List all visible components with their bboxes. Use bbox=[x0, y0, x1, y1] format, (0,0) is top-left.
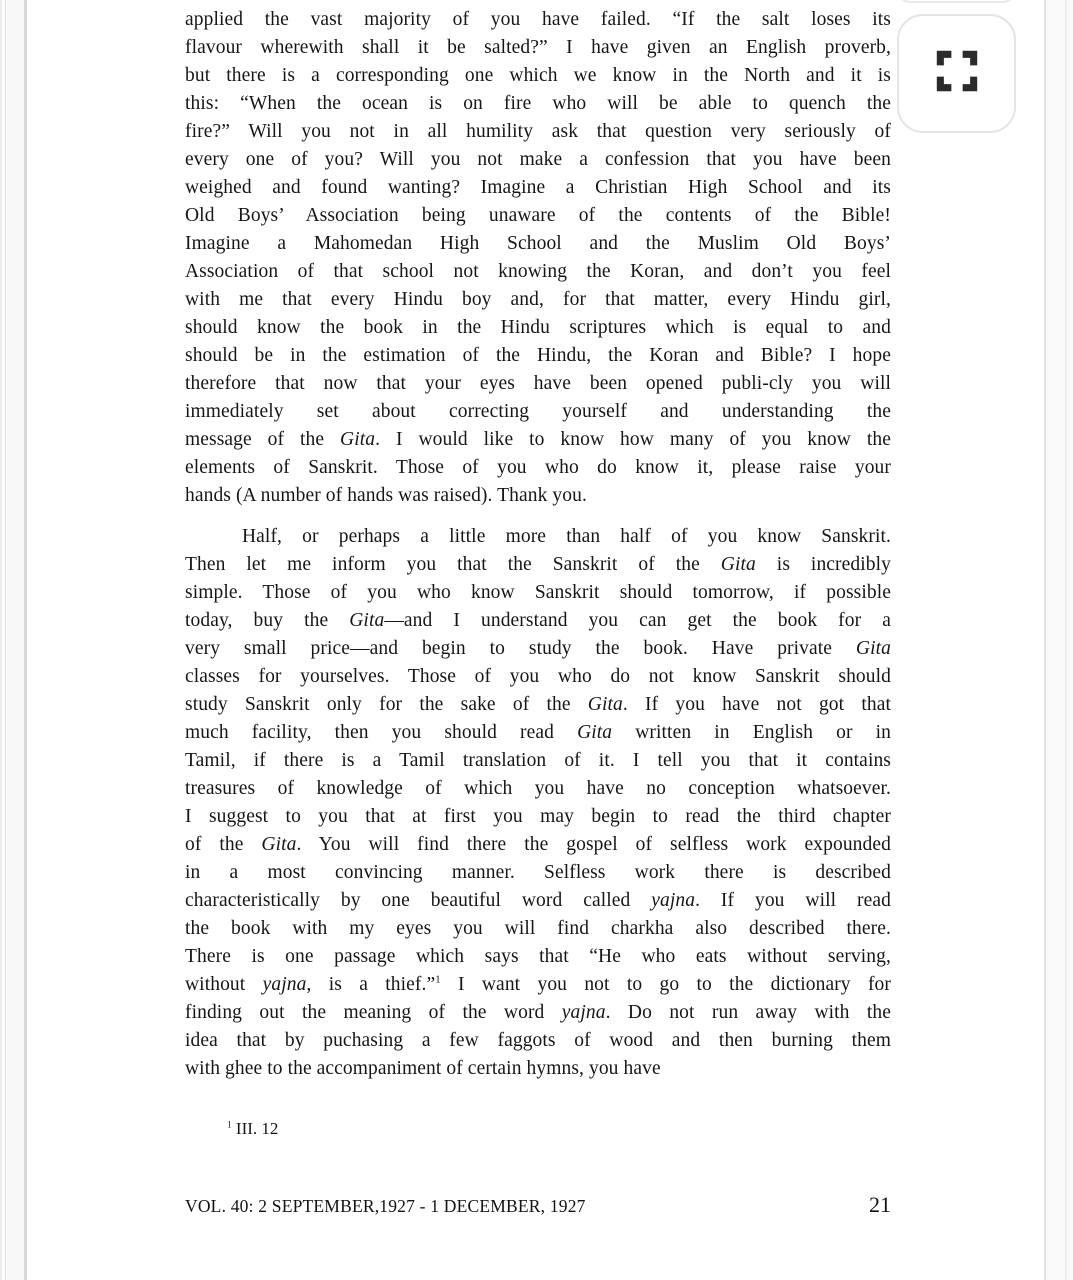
text-line: idea that by puchasing a few faggots of wood and then burning them bbox=[185, 1030, 891, 1051]
paragraph bbox=[185, 523, 891, 1083]
text-line: with ghee to the accompaniment of certain hymns, you have bbox=[185, 1058, 661, 1079]
text-line: hands (A number of hands was raised). Thank you. bbox=[185, 485, 587, 506]
text-line: Imagine a Mahomedan High School and the Muslim Old Boys’ bbox=[185, 233, 891, 254]
text-line: simple. Those of you who know Sanskrit should tomorrow, if possible bbox=[185, 582, 891, 603]
text-line: finding out the meaning of the word yajna. Do not run away with the bbox=[185, 1002, 891, 1023]
text-line: flavour wherewith shall it be salted?” I have given an English proverb, bbox=[185, 37, 891, 58]
text-line: I suggest to you that at first you may begin to read the third chapter bbox=[185, 806, 891, 827]
text-line: applied the vast majority of you have failed. “If the salt loses its bbox=[185, 9, 891, 30]
text-line: therefore that now that your eyes have been opened publi-cly you will bbox=[185, 373, 891, 394]
cutoff-control-above[interactable] bbox=[897, 0, 1016, 3]
text-line: today, buy the Gita—and I understand you can get the book for a bbox=[185, 610, 891, 631]
page-text bbox=[185, 6, 891, 1083]
text-line: weighed and found wanting? Imagine a Christian High School and its bbox=[185, 177, 891, 198]
text-line: every one of you? Will you not make a confession that you have been bbox=[185, 149, 891, 170]
text-line: this: “When the ocean is on fire who will be able to quench the bbox=[185, 93, 891, 114]
text-line: fire?” Will you not in all humility ask that question very seriously of bbox=[185, 121, 891, 142]
text-line: classes for yourselves. Those of you who do not know Sanskrit should bbox=[185, 666, 891, 687]
text-line: study Sanskrit only for the sake of the Gita. If you have not got that bbox=[185, 694, 891, 715]
text-line: Tamil, if there is a Tamil translation of it. I tell you that it contains bbox=[185, 750, 891, 771]
text-line: treasures of knowledge of which you have no conception whatsoever. bbox=[185, 778, 891, 799]
text-line: should be in the estimation of the Hindu, the Koran and Bible? I hope bbox=[185, 345, 891, 366]
text-line: Half, or perhaps a little more than half of you know Sanskrit. bbox=[242, 526, 891, 547]
text-line: with me that every Hindu boy and, for that matter, every Hindu girl, bbox=[185, 289, 891, 310]
text-line: message of the Gita. I would like to know how many of you know the bbox=[185, 429, 891, 450]
text-line: should know the book in the Hindu scriptures which is equal to and bbox=[185, 317, 891, 338]
text-line: elements of Sanskrit. Those of you who do know it, please raise your bbox=[185, 457, 891, 478]
text-line: immediately set about correcting yourself and understanding the bbox=[185, 401, 891, 422]
text-line: There is one passage which says that “He who eats without serving, bbox=[185, 946, 891, 967]
left-page-edge bbox=[0, 0, 28, 1280]
volume-line: VOL. 40: 2 SEPTEMBER,1927 - 1 DECEMBER, 1927 bbox=[185, 1196, 586, 1216]
fullscreen-button[interactable] bbox=[897, 14, 1016, 133]
fullscreen-expand-icon bbox=[932, 46, 982, 101]
page-footer bbox=[185, 1192, 891, 1218]
paragraph bbox=[185, 6, 891, 510]
text-line: in a most convincing manner. Selfless work there is described bbox=[185, 862, 891, 883]
footnote: $^1$ III. 12 bbox=[227, 1119, 279, 1138]
text-line: Association of that school not knowing the Koran, and don’t you feel bbox=[185, 261, 891, 282]
text-line: much facility, then you should read Gita written in English or in bbox=[185, 722, 891, 743]
text-line: without yajna, is a thief.”$^1$ I want you not to go to the dictionary for bbox=[185, 973, 891, 995]
text-line: characteristically by one beautiful word called yajna. If you will read bbox=[185, 890, 891, 911]
text-line: very small price—and begin to study the book. Have private Gita bbox=[185, 638, 891, 659]
page-number: 21 bbox=[869, 1192, 891, 1217]
text-line: but there is a corresponding one which we know in the North and it is bbox=[185, 65, 891, 86]
text-line: Then let me inform you that the Sanskrit of the Gita is incredibly bbox=[185, 554, 891, 575]
right-page-edge bbox=[1044, 0, 1073, 1280]
text-line: the book with my eyes you will find charkha also described there. bbox=[185, 918, 891, 939]
text-line: of the Gita. You will find there the gospel of selfless work expounded bbox=[185, 834, 891, 855]
text-line: Old Boys’ Association being unaware of the contents of the Bible! bbox=[185, 205, 891, 226]
